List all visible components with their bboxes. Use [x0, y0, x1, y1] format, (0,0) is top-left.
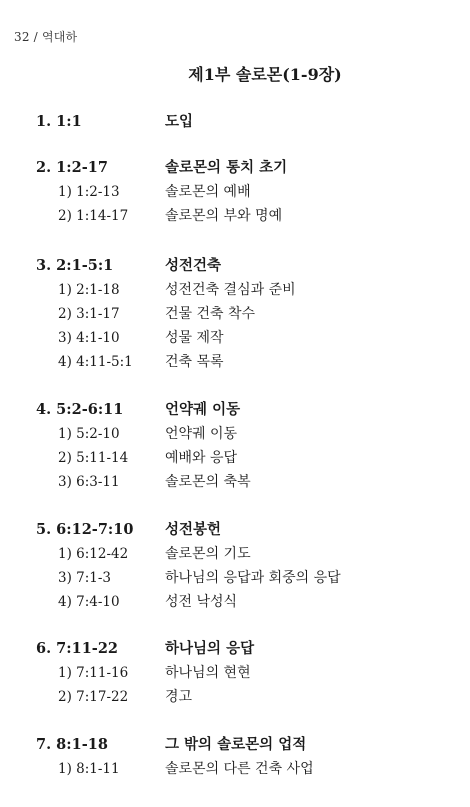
- toc-ref: 3. 2:1-5:1: [36, 257, 114, 274]
- toc-ref: 1) 8:1-11: [58, 761, 120, 777]
- toc-ref: 1. 1:1: [36, 113, 82, 130]
- toc-ref: 5. 6:12-7:10: [36, 521, 134, 538]
- toc-ref: 1) 6:12-42: [58, 546, 129, 562]
- toc-title: 하나님의 현현: [165, 665, 251, 681]
- toc-subsection: [0, 447, 470, 469]
- toc-title: 솔로몬의 축복: [165, 474, 251, 490]
- toc-ref: 7. 8:1-18: [36, 736, 108, 753]
- toc-ref: 2) 7:17-22: [58, 689, 129, 705]
- toc-subsection: [0, 181, 470, 203]
- toc-title: 건물 건축 착수: [165, 306, 256, 322]
- toc-title: 하나님의 응답과 회중의 응답: [165, 570, 341, 586]
- toc-ref: 4) 4:11-5:1: [58, 354, 133, 370]
- part-title: 제1부 솔로몬(1-9장): [188, 65, 342, 84]
- toc-section: [0, 157, 470, 179]
- toc-title: 성전건축 결심과 준비: [165, 282, 296, 298]
- toc-subsection: [0, 758, 470, 780]
- toc-subsection: [0, 686, 470, 708]
- toc-ref: 2) 5:11-14: [58, 450, 129, 466]
- toc-section: [0, 399, 470, 421]
- toc-ref: 1) 5:2-10: [58, 426, 120, 442]
- toc-title: 성전건축: [165, 257, 222, 274]
- toc-subsection: [0, 351, 470, 373]
- toc-section: [0, 734, 470, 756]
- toc-ref: 1) 1:2-13: [58, 184, 120, 200]
- toc-section: [0, 519, 470, 541]
- toc-title: 언약궤 이동: [165, 426, 238, 442]
- toc-ref: 3) 6:3-11: [58, 474, 120, 490]
- toc-title: 솔로몬의 부와 명예: [165, 208, 283, 224]
- toc-title: 건축 목록: [165, 354, 224, 370]
- toc-title: 예배와 응답: [165, 450, 238, 466]
- toc-subsection: [0, 423, 470, 445]
- toc-title: 솔로몬의 통치 초기: [165, 159, 288, 176]
- toc-ref: 3) 4:1-10: [58, 330, 120, 346]
- toc-subsection: [0, 327, 470, 349]
- toc-title: 그 밖의 솔로몬의 업적: [165, 736, 307, 753]
- toc-ref: 1) 7:11-16: [58, 665, 129, 681]
- toc-section: [0, 111, 470, 133]
- toc-title: 성전 낙성식: [165, 594, 238, 610]
- toc-title: 솔로몬의 예배: [165, 184, 251, 200]
- toc-ref: 2) 3:1-17: [58, 306, 120, 322]
- toc-title: 경고: [165, 689, 193, 705]
- toc-title: 하나님의 응답: [165, 640, 255, 657]
- toc-title: 솔로몬의 다른 건축 사업: [165, 761, 314, 777]
- toc-title: 언약궤 이동: [165, 401, 241, 418]
- toc-subsection: [0, 662, 470, 684]
- toc-subsection: [0, 471, 470, 493]
- running-header: 32 / 역대하: [14, 30, 78, 44]
- toc-ref: 1) 2:1-18: [58, 282, 120, 298]
- toc-ref: 3) 7:1-3: [58, 570, 112, 586]
- toc-ref: 2. 1:2-17: [36, 159, 108, 176]
- toc-title: 솔로몬의 기도: [165, 546, 251, 562]
- toc-title: 도입: [165, 113, 194, 130]
- toc-subsection: [0, 303, 470, 325]
- toc-ref: 6. 7:11-22: [36, 640, 119, 657]
- toc-subsection: [0, 279, 470, 301]
- toc-title: 성물 제작: [165, 330, 224, 346]
- toc-section: [0, 638, 470, 660]
- toc-subsection: [0, 567, 470, 589]
- toc-ref: 4. 5:2-6:11: [36, 401, 124, 418]
- toc-subsection: [0, 205, 470, 227]
- toc-section: [0, 255, 470, 277]
- toc-subsection: [0, 543, 470, 565]
- toc-title: 성전봉헌: [165, 521, 222, 538]
- toc-ref: 2) 1:14-17: [58, 208, 129, 224]
- toc-ref: 4) 7:4-10: [58, 594, 120, 610]
- toc-subsection: [0, 591, 470, 613]
